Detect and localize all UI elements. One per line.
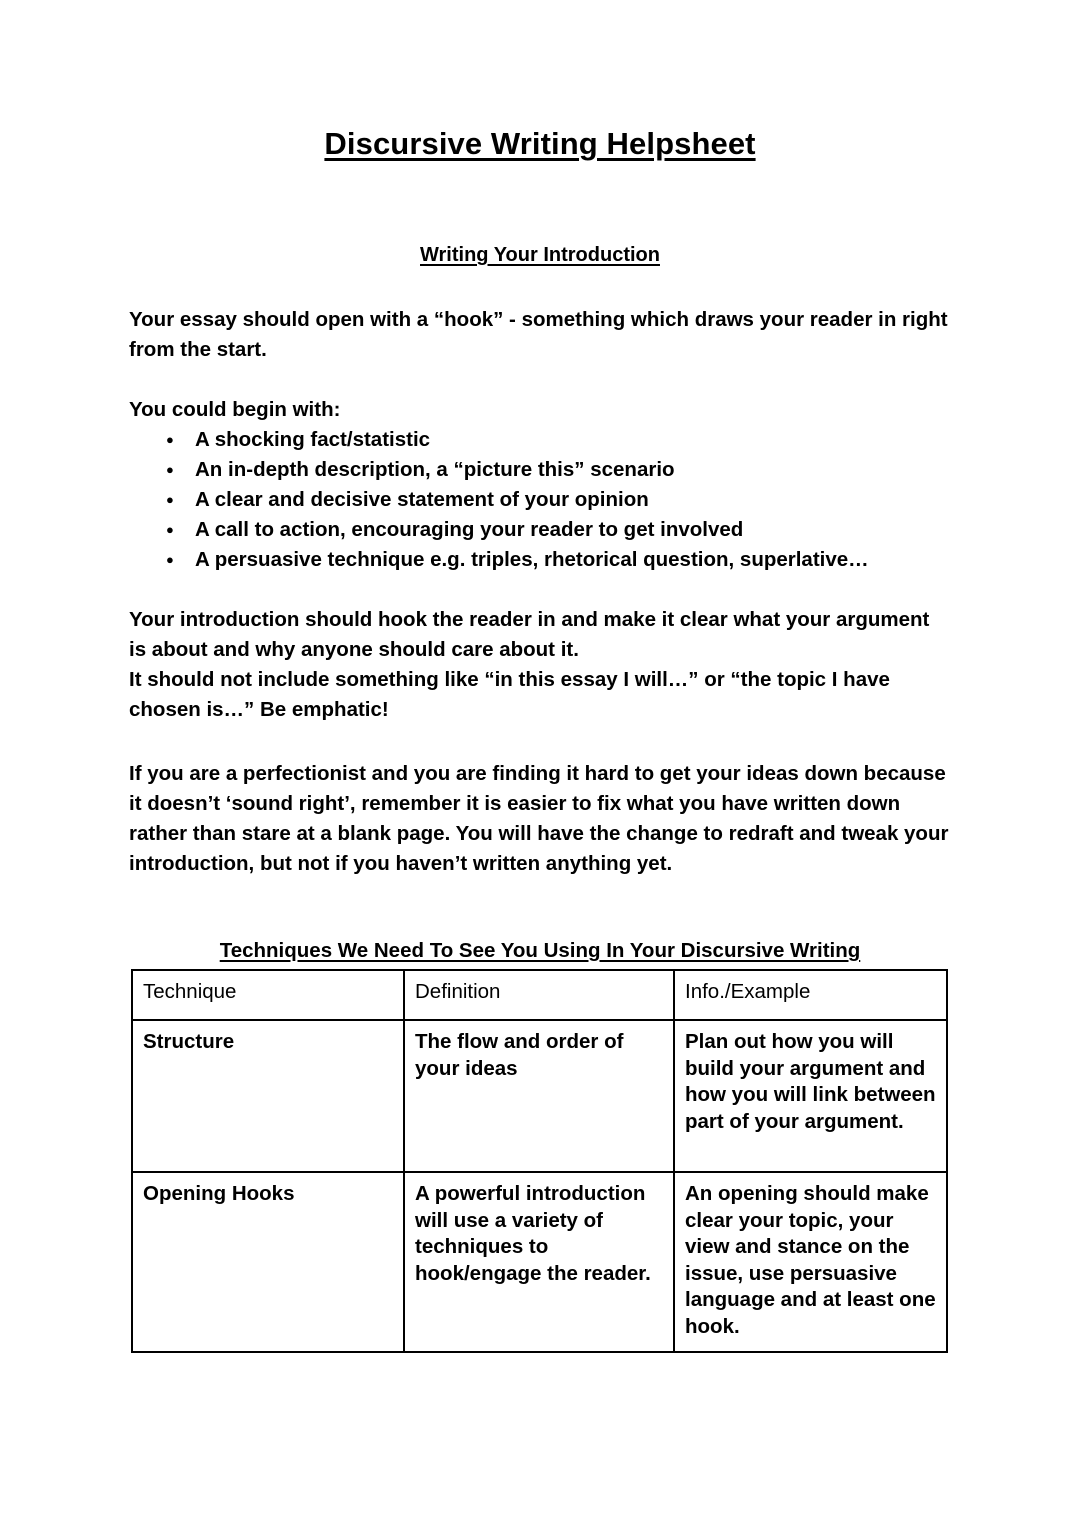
spacer bbox=[129, 267, 950, 305]
cell-definition: The flow and order of your ideas bbox=[404, 1020, 674, 1172]
paragraph-two-line-b: It should not include something like “in this essay I will…” or “the topic I have chosen is…” Be emphatic! bbox=[129, 668, 890, 721]
list-item: ● An in-depth description, a “picture this” scenario bbox=[166, 455, 950, 485]
table-row bbox=[132, 1172, 947, 1352]
spacer bbox=[129, 575, 950, 605]
paragraph-three: If you are a perfectionist and you are finding it hard to get your ideas down because it doesn’t ‘sound right’, remember it is easier to fix what you have written down rather than stare at a blank page. You will have the change to redraft and tweak your introduction, but not if you haven’t written anything yet. bbox=[129, 762, 949, 875]
table-header-row bbox=[132, 970, 947, 1020]
list-item: ● A call to action, encouraging your reader to get involved bbox=[166, 515, 950, 545]
spacer bbox=[129, 725, 950, 759]
cell-technique: Opening Hooks bbox=[132, 1172, 404, 1352]
list-item: ● A persuasive technique e.g. triples, rhetorical question, superlative… bbox=[166, 545, 950, 575]
spacer bbox=[129, 365, 950, 395]
cell-info-example: Plan out how you will build your argument and how you will link between part of your argument. bbox=[674, 1020, 947, 1172]
list-lead-in: You could begin with: bbox=[129, 398, 341, 421]
page-title: Discursive Writing Helpsheet bbox=[324, 126, 756, 161]
hook-options-list bbox=[129, 425, 950, 575]
cell-info-example: An opening should make clear your topic, your view and stance on the issue, use persuasive language and at least one hook. bbox=[674, 1172, 947, 1352]
techniques-table bbox=[131, 969, 948, 1353]
cell-technique: Structure bbox=[132, 1020, 404, 1172]
column-header-technique: Technique bbox=[132, 970, 404, 1020]
column-header-definition: Definition bbox=[404, 970, 674, 1020]
document-body bbox=[0, 267, 1080, 879]
paragraph-two-line-a: Your introduction should hook the reader in and make it clear what your argument is about and why anyone should care about it. bbox=[129, 608, 930, 661]
column-header-info-example: Info./Example bbox=[674, 970, 947, 1020]
techniques-table-wrapper bbox=[0, 969, 1080, 1353]
cell-definition: A powerful introduction will use a variety of techniques to hook/engage the reader. bbox=[404, 1172, 674, 1352]
table-row bbox=[132, 1020, 947, 1172]
section-heading-writing-your-introduction: Writing Your Introduction bbox=[420, 244, 660, 266]
list-item: ● A clear and decisive statement of your opinion bbox=[166, 485, 950, 515]
list-item: ● A shocking fact/statistic bbox=[166, 425, 950, 455]
intro-paragraph: Your essay should open with a “hook” - something which draws your reader in right from the start. bbox=[129, 308, 948, 361]
table-heading: Techniques We Need To See You Using In Your Discursive Writing bbox=[219, 939, 861, 962]
